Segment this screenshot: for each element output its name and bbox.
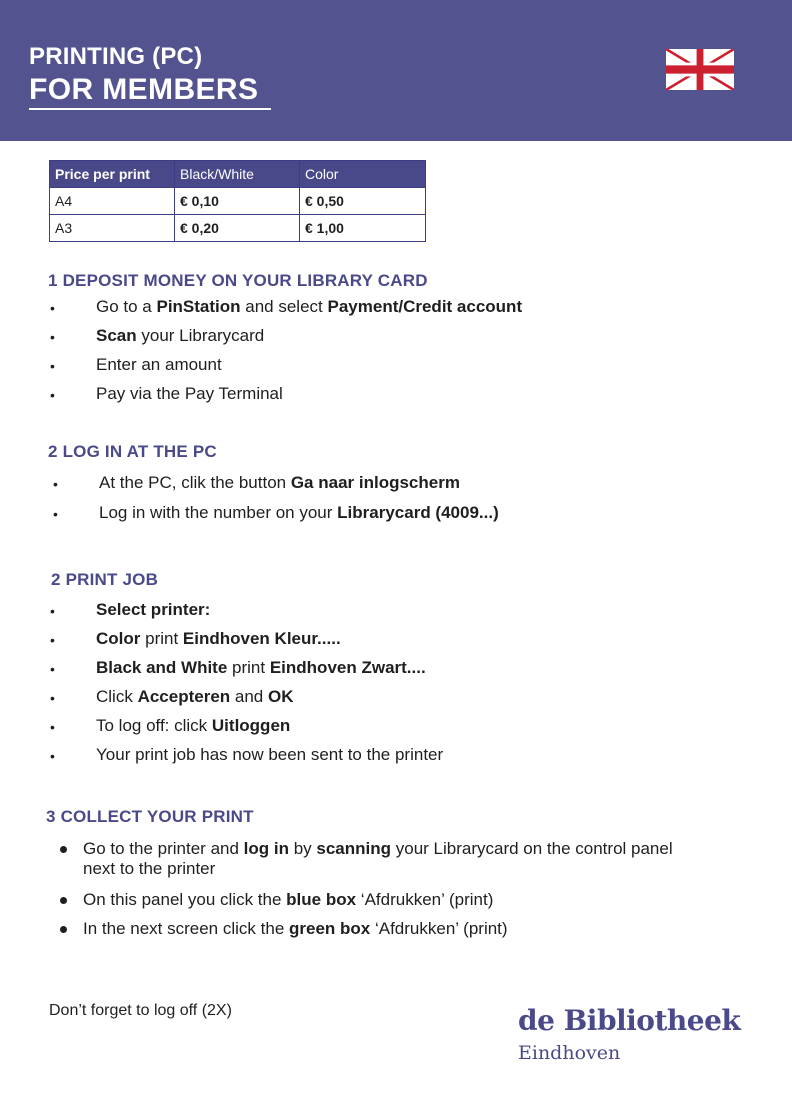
table-row xyxy=(50,188,426,215)
column-header: Black/White xyxy=(175,161,300,188)
bullet-icon xyxy=(60,897,67,904)
section-title-collect: 3 COLLECT YOUR PRINT xyxy=(46,807,254,826)
column-header: Color xyxy=(300,161,426,188)
list-item: To log off: click Uitloggen xyxy=(96,716,291,735)
bullet-icon: • xyxy=(50,632,55,648)
bullet-icon: • xyxy=(50,603,55,619)
page-title-line1: PRINTING (PC) xyxy=(29,43,203,70)
list-item: On this panel you click the blue box ‘Afdrukken’ (print) xyxy=(83,890,494,909)
bullet-icon: • xyxy=(53,506,58,522)
table-cell: A4 xyxy=(50,188,175,215)
list-item: Enter an amount xyxy=(96,355,222,374)
list-item: Black and White print Eindhoven Zwart.... xyxy=(96,658,426,677)
list-item: Color print Eindhoven Kleur..... xyxy=(96,629,341,648)
bullet-icon: • xyxy=(50,690,55,706)
column-header: Price per print xyxy=(50,161,175,188)
bullet-icon xyxy=(60,846,67,853)
list-item: Log in with the number on your Librarycard (4009...) xyxy=(99,503,499,522)
table-cell: € 1,00 xyxy=(300,215,426,242)
section-title-deposit: 1 DEPOSIT MONEY ON YOUR LIBRARY CARD xyxy=(48,271,428,290)
table-row xyxy=(50,215,426,242)
table-cell: € 0,50 xyxy=(300,188,426,215)
bullet-icon: • xyxy=(50,661,55,677)
logoff-reminder: Don’t forget to log off (2X) xyxy=(49,1002,232,1019)
table-cell: A3 xyxy=(50,215,175,242)
section-title-print-job: 2 PRINT JOB xyxy=(51,570,159,589)
list-item: Your print job has now been sent to the printer xyxy=(96,745,444,764)
list-item: In the next screen click the green box ‘Afdrukken’ (print) xyxy=(83,919,508,938)
bullet-icon: • xyxy=(50,748,55,764)
bullet-icon: • xyxy=(50,329,55,345)
page-title-line2: FOR MEMBERS xyxy=(29,73,259,106)
header-banner xyxy=(0,0,792,141)
section-title-login: 2 LOG IN AT THE PC xyxy=(48,442,217,461)
title-underline xyxy=(29,108,271,110)
list-item: Select printer: xyxy=(96,600,211,619)
price-table xyxy=(49,160,426,242)
library-logo-subtitle: Eindhoven xyxy=(518,1042,621,1064)
bullet-icon xyxy=(60,926,67,933)
table-cell: € 0,10 xyxy=(175,188,300,215)
list-item: Go to the printer and log in by scanning your Librarycard on the control panel next to the printer xyxy=(83,839,673,878)
bullet-icon: • xyxy=(53,476,58,492)
list-item: Go to a PinStation and select Payment/Credit account xyxy=(96,297,523,316)
bullet-icon: • xyxy=(50,358,55,374)
list-item: Scan your Librarycard xyxy=(96,326,265,345)
bullet-icon: • xyxy=(50,300,55,316)
union-jack-flag-icon xyxy=(666,49,734,90)
list-item: Click Accepteren and OK xyxy=(96,687,294,706)
list-item: Pay via the Pay Terminal xyxy=(96,384,283,403)
list-item: At the PC, clik the button Ga naar inlogscherm xyxy=(99,473,460,492)
bullet-icon: • xyxy=(50,387,55,403)
library-logo: de Bibliotheek xyxy=(518,1004,741,1037)
price-table-header xyxy=(50,161,426,188)
table-cell: € 0,20 xyxy=(175,215,300,242)
bullet-icon: • xyxy=(50,719,55,735)
